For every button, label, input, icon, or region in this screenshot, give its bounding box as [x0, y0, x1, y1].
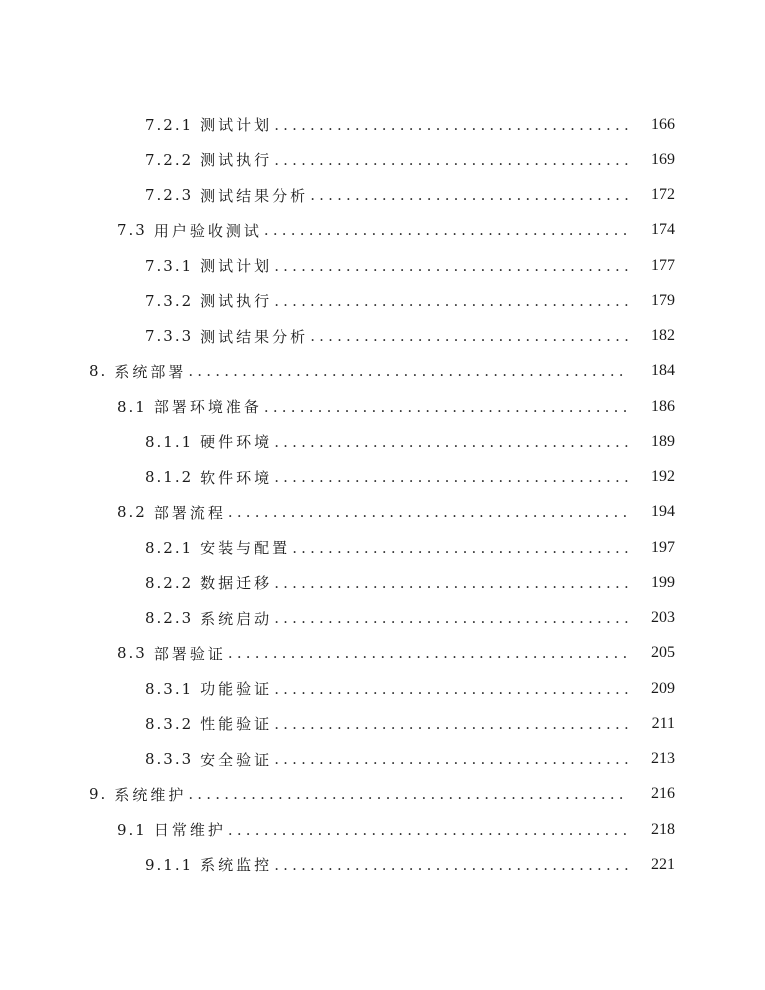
toc-entry[interactable] — [0, 283, 765, 318]
toc-entry-page-number: 211 — [651, 714, 675, 732]
toc-entry-title: 系统部署 — [114, 362, 187, 381]
toc-entry[interactable] — [0, 847, 765, 882]
toc-dot-leader — [188, 785, 629, 803]
toc-entry-page-number: 192 — [651, 468, 675, 486]
toc-entry-title: 硬件环境 — [200, 433, 273, 452]
toc-dot-leader — [274, 257, 629, 275]
toc-entry[interactable] — [0, 671, 765, 706]
toc-dot-leader — [274, 750, 629, 768]
toc-dot-leader — [274, 468, 629, 486]
toc-entry-number: 7.2.2 — [145, 150, 194, 169]
toc-entry[interactable] — [0, 178, 765, 213]
toc-dot-leader — [228, 821, 629, 839]
toc-entry-page-number: 218 — [651, 820, 675, 838]
toc-dot-leader — [274, 292, 629, 310]
toc-entry-number: 8.1 — [117, 397, 147, 416]
toc-dot-leader — [274, 433, 629, 451]
toc-entry-page-number: 205 — [651, 644, 675, 662]
toc-entry-title: 性能验证 — [200, 715, 273, 734]
toc-entry[interactable] — [0, 777, 765, 812]
toc-entry-number: 8.2.2 — [145, 573, 194, 592]
toc-entry-title: 安全验证 — [200, 750, 273, 769]
toc-entry-title: 系统维护 — [114, 785, 187, 804]
toc-entry[interactable] — [0, 601, 765, 636]
toc-entry-title: 测试结果分析 — [200, 186, 309, 205]
toc-entry-number: 8.1.1 — [145, 432, 194, 451]
toc-entry-page-number: 199 — [651, 573, 675, 591]
toc-dot-leader — [228, 503, 629, 521]
toc-entry[interactable] — [0, 706, 765, 741]
toc-dot-leader — [264, 398, 629, 416]
toc-entry-number: 8.2.3 — [145, 609, 194, 628]
toc-entry[interactable] — [0, 530, 765, 565]
toc-entry-title: 测试计划 — [200, 116, 273, 135]
toc-entry-page-number: 216 — [651, 785, 675, 803]
toc-entry-page-number: 213 — [651, 750, 675, 768]
toc-dot-leader — [274, 609, 629, 627]
toc-entry-number: 8.3.3 — [145, 750, 194, 769]
toc-entry-number: 8.2.1 — [145, 538, 194, 557]
toc-dot-leader — [188, 362, 629, 380]
toc-entry[interactable] — [0, 565, 765, 600]
toc-entry-page-number: 186 — [651, 397, 675, 415]
toc-dot-leader — [274, 574, 629, 592]
toc-dot-leader — [310, 327, 629, 345]
toc-entry-page-number: 166 — [651, 115, 675, 133]
toc-entry[interactable] — [0, 812, 765, 847]
toc-entry[interactable] — [0, 107, 765, 142]
toc-entry-number: 9. — [89, 785, 108, 804]
toc-entry-number: 7.2.1 — [145, 115, 194, 134]
toc-entry-title: 测试结果分析 — [200, 327, 309, 346]
toc-dot-leader — [274, 116, 629, 134]
toc-entry[interactable] — [0, 213, 765, 248]
toc-entry-page-number: 177 — [651, 256, 675, 274]
toc-dot-leader — [274, 856, 629, 874]
toc-entry-number: 8. — [89, 362, 108, 381]
toc-entry-number: 7.3.2 — [145, 291, 194, 310]
toc-entry[interactable] — [0, 495, 765, 530]
toc-entry-number: 8.3 — [117, 644, 147, 663]
toc-entry-title: 测试计划 — [200, 257, 273, 276]
toc-entry[interactable] — [0, 389, 765, 424]
toc-entry-page-number: 189 — [651, 432, 675, 450]
toc-entry-page-number: 209 — [651, 679, 675, 697]
table-of-contents — [0, 107, 765, 883]
toc-entry-page-number: 194 — [651, 503, 675, 521]
toc-entry-title: 部署环境准备 — [153, 398, 262, 417]
toc-entry-page-number: 172 — [651, 186, 675, 204]
toc-entry-number: 8.1.2 — [145, 468, 194, 487]
toc-entry-page-number: 184 — [651, 362, 675, 380]
toc-dot-leader — [264, 221, 629, 239]
toc-entry[interactable] — [0, 248, 765, 283]
toc-entry-title: 系统监控 — [200, 856, 273, 875]
toc-entry-number: 7.3.1 — [145, 256, 194, 275]
toc-entry[interactable] — [0, 742, 765, 777]
toc-entry[interactable] — [0, 319, 765, 354]
toc-entry-title: 部署验证 — [153, 644, 226, 663]
toc-entry-title: 系统启动 — [200, 609, 273, 628]
toc-entry-title: 日常维护 — [153, 821, 226, 840]
toc-entry-title: 测试执行 — [200, 151, 273, 170]
toc-entry[interactable] — [0, 424, 765, 459]
toc-dot-leader — [292, 539, 629, 557]
toc-dot-leader — [274, 680, 629, 698]
toc-entry-page-number: 174 — [651, 221, 675, 239]
toc-entry-number: 7.2.3 — [145, 186, 194, 205]
toc-entry-page-number: 179 — [651, 291, 675, 309]
toc-entry-number: 7.3.3 — [145, 327, 194, 346]
toc-entry-title: 软件环境 — [200, 468, 273, 487]
toc-entry-number: 9.1 — [117, 820, 147, 839]
toc-dot-leader — [274, 151, 629, 169]
toc-entry[interactable] — [0, 354, 765, 389]
toc-entry[interactable] — [0, 460, 765, 495]
toc-entry-number: 8.3.1 — [145, 679, 194, 698]
toc-entry-title: 功能验证 — [200, 680, 273, 699]
toc-entry-title: 测试执行 — [200, 292, 273, 311]
toc-dot-leader — [228, 644, 629, 662]
toc-entry-number: 7.3 — [117, 221, 147, 240]
toc-entry-title: 数据迁移 — [200, 574, 273, 593]
toc-entry-number: 9.1.1 — [145, 855, 194, 874]
toc-entry[interactable] — [0, 142, 765, 177]
toc-entry-page-number: 203 — [651, 609, 675, 627]
toc-entry-title: 安装与配置 — [200, 539, 291, 558]
toc-entry-page-number: 182 — [651, 327, 675, 345]
toc-entry-page-number: 221 — [651, 855, 675, 873]
toc-dot-leader — [310, 186, 629, 204]
toc-entry-number: 8.2 — [117, 503, 147, 522]
toc-entry[interactable] — [0, 636, 765, 671]
toc-entry-title: 部署流程 — [153, 503, 226, 522]
toc-entry-page-number: 197 — [651, 538, 675, 556]
toc-entry-number: 8.3.2 — [145, 714, 194, 733]
toc-entry-page-number: 169 — [651, 150, 675, 168]
toc-dot-leader — [274, 715, 629, 733]
toc-entry-title: 用户验收测试 — [153, 221, 262, 240]
